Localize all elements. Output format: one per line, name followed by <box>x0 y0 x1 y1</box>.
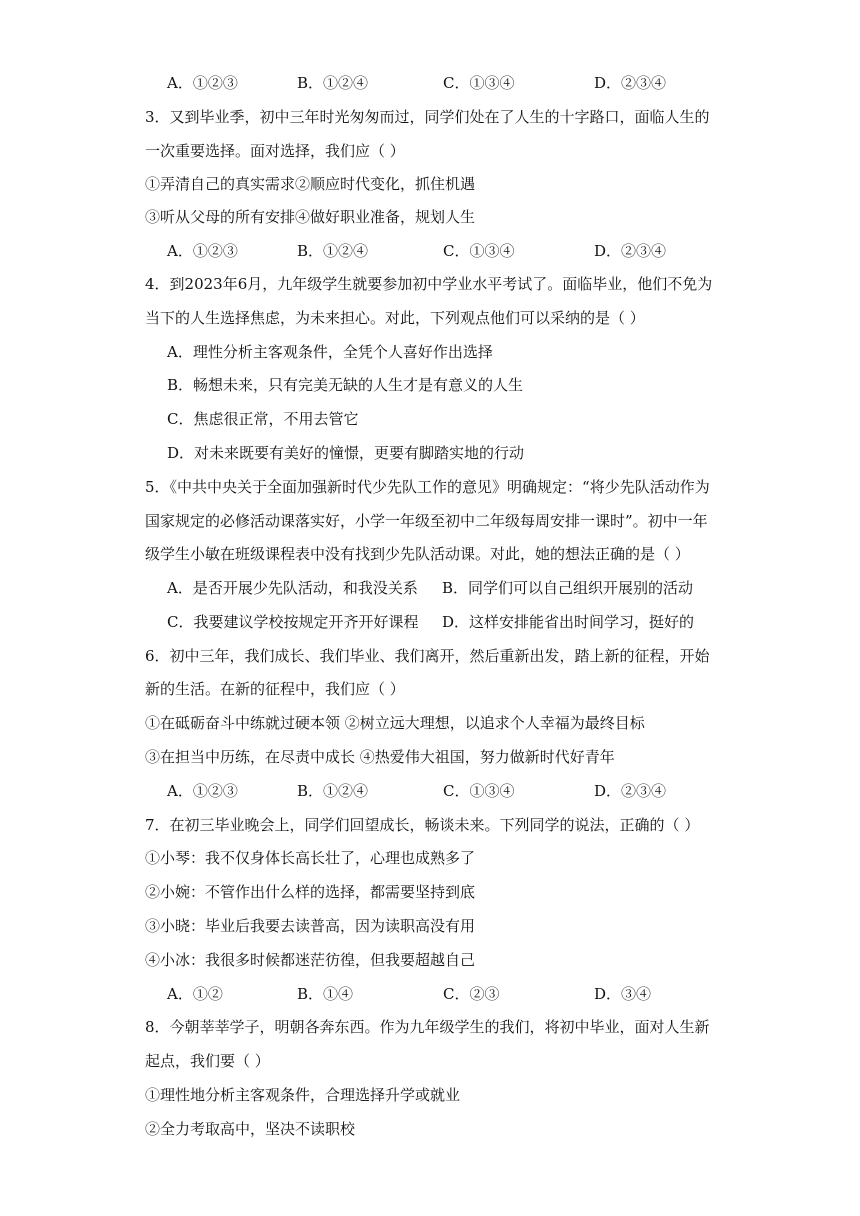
q7-item-3: ③小晓：毕业后我要去读普高，因为读职高没有用 <box>145 917 476 935</box>
q3-stem-2: 一次重要选择。面对选择，我们应（ ） <box>145 142 405 160</box>
q3-stem-1: 3．又到毕业季，初中三年时光匆匆而过，同学们处在了人生的十字路口，面临人生的 <box>145 108 710 126</box>
option-c: C．①③④ <box>443 242 515 260</box>
q8-stem-1: 8．今朝莘莘学子，明朝各奔东西。作为九年级学生的我们，将初中毕业，面对人生新 <box>145 1018 710 1036</box>
q5-stem-2: 国家规定的必修活动课落实好，小学一年级至初中二年级每周安排一课时”。初中一年 <box>145 512 708 530</box>
q4-stem-2: 当下的人生选择焦虑，为未来担心。对此，下列观点他们可以采纳的是（ ） <box>145 309 645 327</box>
q7-stem-1: 7．在初三毕业晚会上，同学们回望成长，畅谈未来。下列同学的说法，正确的（ ） <box>145 816 700 834</box>
option-d: D．②③④ <box>594 782 667 800</box>
q5-stem-1: 5．《中共中央关于全面加强新时代少先队工作的意见》明确规定：“将少先队活动作为 <box>145 478 710 496</box>
q4-option-b: B．畅想未来，只有完美无缺的人生才是有意义的人生 <box>167 376 524 394</box>
option-b: B．①②④ <box>297 782 369 800</box>
q4-option-c: C．焦虑很正常，不用去管它 <box>167 410 359 428</box>
option-d: D．③④ <box>594 985 652 1003</box>
q3-item-2: ③听从父母的所有安排④做好职业准备，规划人生 <box>145 208 476 226</box>
option-c: C．①③④ <box>443 74 515 92</box>
q5-option-d: D．这样安排能省出时间学习，挺好的 <box>442 613 695 631</box>
q7-item-2: ②小婉：不管作出什么样的选择，都需要坚持到底 <box>145 883 476 901</box>
q7-item-4: ④小冰：我很多时候都迷茫彷徨，但我要超越自己 <box>145 951 476 969</box>
option-b: B．①②④ <box>297 242 369 260</box>
q6-stem-1: 6．初中三年，我们成长、我们毕业、我们离开，然后重新出发，踏上新的征程，开始 <box>145 647 710 665</box>
q8-item-1: ①理性地分析主客观条件，合理选择升学或就业 <box>145 1086 461 1104</box>
q5-stem-3: 级学生小敏在班级课程表中没有找到少先队活动课。对此，她的想法正确的是（ ） <box>145 545 690 563</box>
option-b: B．①②④ <box>297 74 369 92</box>
q5-option-a: A．是否开展少先队活动，和我没关系 <box>167 579 418 597</box>
option-d: D．②③④ <box>594 242 667 260</box>
q3-item-1: ①弄清自己的真实需求②顺应时代变化，抓住机遇 <box>145 175 476 193</box>
option-a: A．①②③ <box>167 242 238 260</box>
q4-stem-1: 4．到2023年6月，九年级学生就要参加初中学业水平考试了。面临毕业，他们不免为 <box>145 275 713 293</box>
q6-item-1: ①在砥砺奋斗中练就过硬本领 ②树立远大理想，以追求个人幸福为最终目标 <box>145 714 645 732</box>
q6-item-2: ③在担当中历练，在尽责中成长 ④热爱伟大祖国，努力做新时代好青年 <box>145 748 615 766</box>
q6-stem-2: 新的生活。在新的征程中，我们应（ ） <box>145 680 405 698</box>
option-c: C．②③ <box>443 985 500 1003</box>
option-d: D．②③④ <box>594 74 667 92</box>
q7-item-1: ①小琴：我不仅身体长高长壮了，心理也成熟多了 <box>145 849 476 867</box>
q5-option-b: B．同学们可以自己组织开展别的活动 <box>442 579 694 597</box>
option-a: A．①② <box>167 985 223 1003</box>
option-a: A．①②③ <box>167 74 238 92</box>
q5-option-c: C．我要建议学校按规定开齐开好课程 <box>167 613 419 631</box>
q4-option-a: A．理性分析主客观条件，全凭个人喜好作出选择 <box>167 343 493 361</box>
option-b: B．①④ <box>297 985 354 1003</box>
option-a: A．①②③ <box>167 782 238 800</box>
q8-stem-2: 起点，我们要（ ） <box>145 1052 270 1070</box>
option-c: C．①③④ <box>443 782 515 800</box>
q8-item-2: ②全力考取高中，坚决不读职校 <box>145 1120 356 1138</box>
q4-option-d: D．对未来既要有美好的憧憬，更要有脚踏实地的行动 <box>167 444 525 462</box>
